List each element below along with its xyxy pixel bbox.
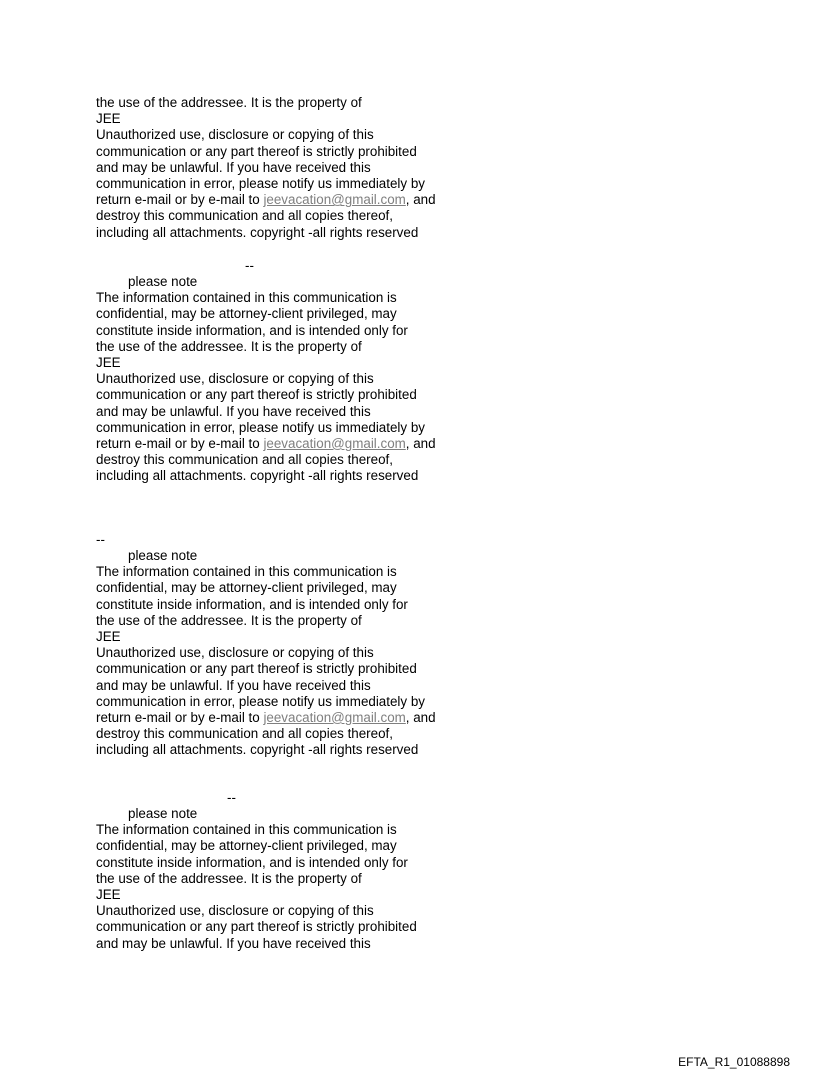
text-line: JEE: [96, 354, 121, 370]
email-prefix: return e-mail or by e-mail to: [96, 435, 264, 451]
text-line: Unauthorized use, disclosure or copying of this: [96, 645, 374, 661]
text-line: Unauthorized use, disclosure or copying of this: [96, 371, 374, 387]
text-line: destroy this communication and all copies thereof,: [96, 208, 393, 224]
text-line: destroy this communication and all copies thereof,: [96, 452, 393, 468]
text-line: The information contained in this communication is: [96, 822, 397, 838]
text-line: destroy this communication and all copies thereof,: [96, 726, 393, 742]
text-line: constitute inside information, and is intended only for: [96, 854, 408, 870]
separator: --: [227, 790, 236, 805]
email-line: [96, 192, 496, 208]
text-line: the use of the addressee. It is the property of: [96, 95, 362, 110]
text-line: confidential, may be attorney-client privileged, may: [96, 838, 397, 854]
text-line: the use of the addressee. It is the property of: [96, 870, 362, 886]
text-line: and may be unlawful. If you have received this: [96, 403, 371, 419]
text-line: communication or any part thereof is strictly prohibited: [96, 919, 417, 935]
text-line: including all attachments. copyright -all rights reserved: [96, 742, 419, 758]
email-line: [96, 436, 496, 452]
email-link[interactable]: jeevacation@gmail.com: [263, 435, 406, 451]
separator: --: [245, 258, 254, 273]
document-id: EFTA_R1_01088898: [678, 1055, 790, 1069]
text-line: communication or any part thereof is strictly prohibited: [96, 661, 417, 677]
note-label: please note: [128, 274, 198, 289]
text-line: communication or any part thereof is strictly prohibited: [96, 143, 417, 159]
text-line: and may be unlawful. If you have received this: [96, 159, 371, 175]
text-line: constitute inside information, and is intended only for: [96, 322, 408, 338]
text-line: and may be unlawful. If you have received this: [96, 935, 371, 951]
text-line: the use of the addressee. It is the property of: [96, 338, 362, 354]
disclaimer-block-1: [96, 95, 496, 241]
email-line: [96, 710, 496, 726]
text-line: The information contained in this communication is: [96, 564, 397, 580]
email-suffix: , and: [405, 435, 436, 451]
text-line: The information contained in this communication is: [96, 290, 397, 306]
email-link[interactable]: jeevacation@gmail.com: [263, 192, 406, 208]
disclaimer-block-3: [96, 548, 496, 758]
text-line: communication in error, please notify us immediately by: [96, 419, 425, 435]
text-line: confidential, may be attorney-client privileged, may: [96, 306, 397, 322]
note-label: please note: [128, 548, 198, 563]
text-line: Unauthorized use, disclosure or copying of this: [96, 127, 374, 143]
text-line: communication in error, please notify us immediately by: [96, 175, 425, 191]
text-line: including all attachments. copyright -all rights reserved: [96, 224, 419, 240]
text-line: JEE: [96, 886, 121, 902]
text-line: constitute inside information, and is intended only for: [96, 596, 408, 612]
email-suffix: , and: [405, 709, 436, 725]
email-prefix: return e-mail or by e-mail to: [96, 192, 264, 208]
text-line: confidential, may be attorney-client privileged, may: [96, 580, 397, 596]
note-label: please note: [128, 806, 198, 821]
text-line: JEE: [96, 628, 121, 644]
text-line: JEE: [96, 111, 121, 127]
text-line: Unauthorized use, disclosure or copying of this: [96, 903, 374, 919]
disclaimer-block-2: [96, 274, 496, 484]
text-line: communication or any part thereof is strictly prohibited: [96, 387, 417, 403]
disclaimer-block-4: [96, 806, 496, 952]
email-link[interactable]: jeevacation@gmail.com: [263, 709, 406, 725]
email-prefix: return e-mail or by e-mail to: [96, 709, 264, 725]
separator: --: [96, 532, 105, 547]
email-suffix: , and: [405, 192, 436, 208]
text-line: and may be unlawful. If you have received this: [96, 677, 371, 693]
text-line: the use of the addressee. It is the property of: [96, 612, 362, 628]
text-line: including all attachments. copyright -all rights reserved: [96, 468, 419, 484]
text-line: communication in error, please notify us immediately by: [96, 693, 425, 709]
